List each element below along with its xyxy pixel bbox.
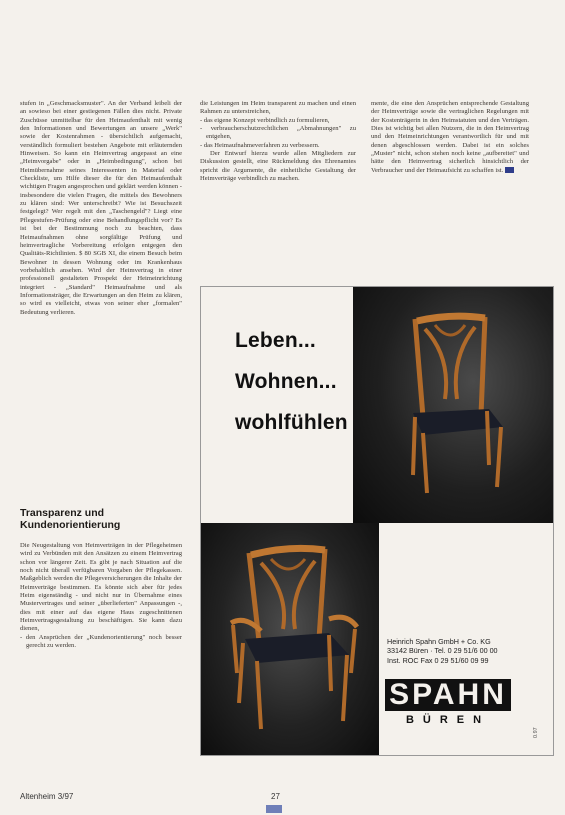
paragraph-text: mente, die eine den Ansprüchen entsprechende Gestaltung der Heimverträge sowie die vertraglichen Regelungen mit der Kostenträgerin in den Heimstatuten und den Verträgen. Dies ist wichtig bei allen Nutzern, die in den Heimvertrag und den Heimeinrichtungen verantwortlich für und mit denen abgeschlossen werden. Dabei ist ein solches „Muster" nicht, schon stehen noch keine „aufbereitet" und hätte den Heimvertrag sicherlich hinsichtlich der Verbraucher und der Heimaufsicht zu schaffen ist. xyxy=(371,100,529,174)
paragraph: Die Neugestaltung von Heimverträgen in der Pflegeheimen wird zu Verbünden mit den Ansätzen zu einem Heimvertrag schon vor längerer Zeit. Es gibt je nach Situation auf die noch nicht überall verfügbaren Vorgaben der Pflegekassen. Maßgeblich werden die Pflegeversicherungen die Inhalte der Heimverträge bestimmen. Es könnte sich aber für jedes Heim eigenständig - und nicht nur in Übernahme eines Mustervertrages und seiner „überlieferten" Anpassungen -, dies mit einer auf das eigene Haus zugeschnittenen Heimvertragsgestaltung zu beschäftigen. Sie kann dazu dienen, xyxy=(20,542,182,633)
page-number: 27 xyxy=(271,792,280,801)
bullet-item: - verbraucherschutzrechtlichen „Abmahnungen" zu entgehen, xyxy=(200,125,356,141)
slogan-line-3: wohlfühlen xyxy=(235,411,348,434)
chair-photo-right xyxy=(353,287,553,523)
company-address xyxy=(387,637,553,665)
logo-wordmark: SPAHN xyxy=(385,679,511,711)
article-column-1-continued xyxy=(20,542,182,754)
paragraph: die Leistungen im Heim transparent zu machen und einen Rahmen zu unterstreichen, xyxy=(200,100,356,116)
armchair xyxy=(231,548,357,729)
logo-city: BÜREN xyxy=(405,714,491,726)
address-line: Heinrich Spahn GmbH + Co. KG xyxy=(387,637,491,646)
armchair-illustration xyxy=(201,523,379,755)
side-chair xyxy=(413,316,503,493)
slogan-line-1: Leben... xyxy=(235,329,316,352)
paragraph xyxy=(371,100,529,175)
bullet-item: - den Ansprüchen der „Kundenorientierung" noch besser gerecht zu werden. xyxy=(20,633,182,650)
article-column-3 xyxy=(371,100,529,260)
bullet-item: - das eigene Konzept verbindlich zu formulieren, xyxy=(200,116,330,124)
side-chair-illustration xyxy=(353,287,553,523)
address-line: 33142 Büren · Tel. 0 29 51/6 00 00 xyxy=(387,646,498,656)
slogan-line-2: Wohnen... xyxy=(235,370,337,393)
chair-photo-left xyxy=(201,523,379,755)
bullet-item: - das Heimaufnahmeverfahren zu verbessern. xyxy=(200,141,320,149)
article-column-1 xyxy=(20,100,182,502)
magazine-issue: Altenheim 3/97 xyxy=(20,792,74,801)
footer-accent-bar xyxy=(266,805,282,813)
end-of-article-mark xyxy=(505,167,514,173)
address-line: Inst. ROC Fax 0 29 51/60 09 99 xyxy=(387,655,489,665)
paragraph: Der Entwurf hierzu wurde allen Mitgliedern zur Diskussion gestellt, eine Rückmeldung des Ehrenamtes spricht die Argumente, die einheitliche Gestaltung der Heimverträge verbindlich zu machen. xyxy=(200,150,356,183)
paragraph: stufen in „Geschmacksmuster". An der Verband leibeli der an sowieso bei einer gestiegenen Fällen dies nicht. Private Zuschüsse unmittelbar für den Heimaufenthalt mit wenig den Informationen und Bewertungen an unsere „Werk" sowie der Kostenrahmen - übersichtlich aufgemacht, verständlich formuliert bestehen Angebote mit erläuternden Hinweisen. So kann ein Heimvertrag angepasst an eine „Heimvorgabe" oder in „Heimbedingung", schon bei Heimübernahme seines Interessenten in Material oder Checkliste, um Hilfe dieser die für den Heimaufenthalt wichtigen Fragen angesprochen und geklärt werden können - insbesondere die vielen Fragen, die mittels des Bewohners zu klären sind: Wer unterschreibt? Wie ist Besuchszeit festgelegt? Wer regelt mit den „Taschengeld"? Liegt eine Pflegestufen-Prüfung oder eine Behandlungspflicht vor? Es ist bei der Bestimmung noch zu beachten, dass Heimaufnahmen ohne sorgfältige Prüfung und heimvertragliche Vorbereitung erfolgen entgegen den Qualitäts-Richtlinien. $ 80 SGB XI, die einem Besuch beim Bewohner in dessen Wohnung oder im Krankenhaus vorbehaltlich ansehen. Wird der Heimvertrag in einer professionell gestalteten Prospekt der Heimeinrichtung integriert - „Standard" Heimaufnahme und als Informationsträger, die Erwartungen an den Heim zu klären, so wird es vielleicht, etwas von seiner eher „formalen" Bedeutung verlieren. xyxy=(20,100,182,316)
section-heading: Transparenz und Kundenorientierung xyxy=(20,507,121,531)
advertisement xyxy=(200,286,554,756)
print-code: 0.97 xyxy=(533,727,539,738)
article-column-2 xyxy=(200,100,356,260)
company-logo xyxy=(385,679,511,729)
